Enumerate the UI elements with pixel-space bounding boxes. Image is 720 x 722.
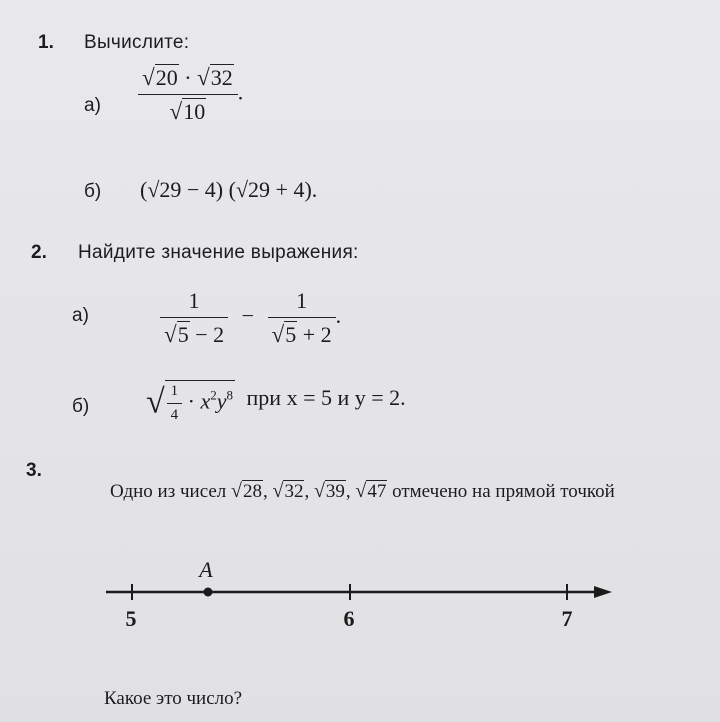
minus-sign: − <box>241 303 255 329</box>
point-a-label: A <box>199 557 213 582</box>
radicand-39: 39 <box>325 481 345 502</box>
task-1a-expression <box>138 64 243 125</box>
task-2-title: Найдите значение выражения: <box>78 242 359 263</box>
tick-label-6: 6 <box>343 606 355 631</box>
tick-label-7: 7 <box>561 606 573 631</box>
task-2a-expression <box>160 288 341 348</box>
task-1a-fraction: $\frac{√20 \cdot √32}{√10}$ <box>138 64 238 125</box>
task-2b-condition: при x = 5 и y = 2. <box>246 384 406 410</box>
radicand-10: 10 <box>183 99 206 124</box>
task-2a-fraction-2: $\frac{1}{√5 + 2}$ <box>268 288 336 348</box>
task-2a-period: . <box>335 303 342 329</box>
sentence-start: Одно из чисел <box>110 481 227 502</box>
task-1a-period: . <box>237 79 244 105</box>
task-1-number: 1. <box>38 32 54 53</box>
task-1b-expression <box>140 177 317 203</box>
radical-sign: √ <box>146 383 165 421</box>
multiply-dot: · <box>184 65 192 90</box>
radicand-5: 5 <box>177 322 189 347</box>
radicand-32: 32 <box>284 481 304 502</box>
task-1b-period: . <box>311 177 318 202</box>
var-y: y <box>216 388 227 414</box>
task-2a-fraction-1: $\frac{1}{√5 - 2}$ <box>160 288 228 348</box>
denominator-op: + 2 <box>302 322 332 347</box>
axis-arrow-icon <box>594 586 612 598</box>
radicand-32: 32 <box>210 65 233 90</box>
inner-denominator: 4 <box>170 407 179 423</box>
sentence-end: отмечено на прямой точкой <box>392 481 615 502</box>
task-1b-factor-1: (√29 − 4) <box>140 177 224 202</box>
task-2b-label: б) <box>72 396 90 417</box>
denominator-op: − 2 <box>195 322 225 347</box>
task-1a-label: а) <box>84 95 101 116</box>
inner-fraction <box>167 383 183 424</box>
radicand-5: 5 <box>285 322 297 347</box>
exp-y: 8 <box>226 387 234 403</box>
inner-numerator: 1 <box>170 383 179 399</box>
radicand-28: 28 <box>243 481 262 502</box>
var-x: x <box>200 388 211 414</box>
radicand-47: 47 <box>367 481 387 502</box>
tick-label-5: 5 <box>125 606 137 631</box>
exp-x: 2 <box>210 387 217 403</box>
fraction-2-numerator: 1 <box>296 288 308 313</box>
point-a-dot <box>204 588 213 597</box>
number-line <box>100 555 620 640</box>
task-1b-label: б) <box>84 181 102 202</box>
task-2b-expression <box>146 380 406 424</box>
radicand-20: 20 <box>155 65 178 90</box>
task-2-number: 2. <box>31 242 47 263</box>
task-2a-label: а) <box>72 305 89 326</box>
task-3-number: 3. <box>26 460 42 481</box>
task-1-title: Вычислите: <box>84 32 190 53</box>
task-1b-factor-2: (√29 + 4) <box>228 177 312 202</box>
multiply-dot: · <box>187 388 195 414</box>
task-3-sentence: Одно из чисел √28, √32, √39, √47 отмечено на прямой точкой <box>110 480 615 502</box>
task-3-question: Какое это число? <box>104 688 243 709</box>
fraction-1-numerator: 1 <box>188 288 200 313</box>
